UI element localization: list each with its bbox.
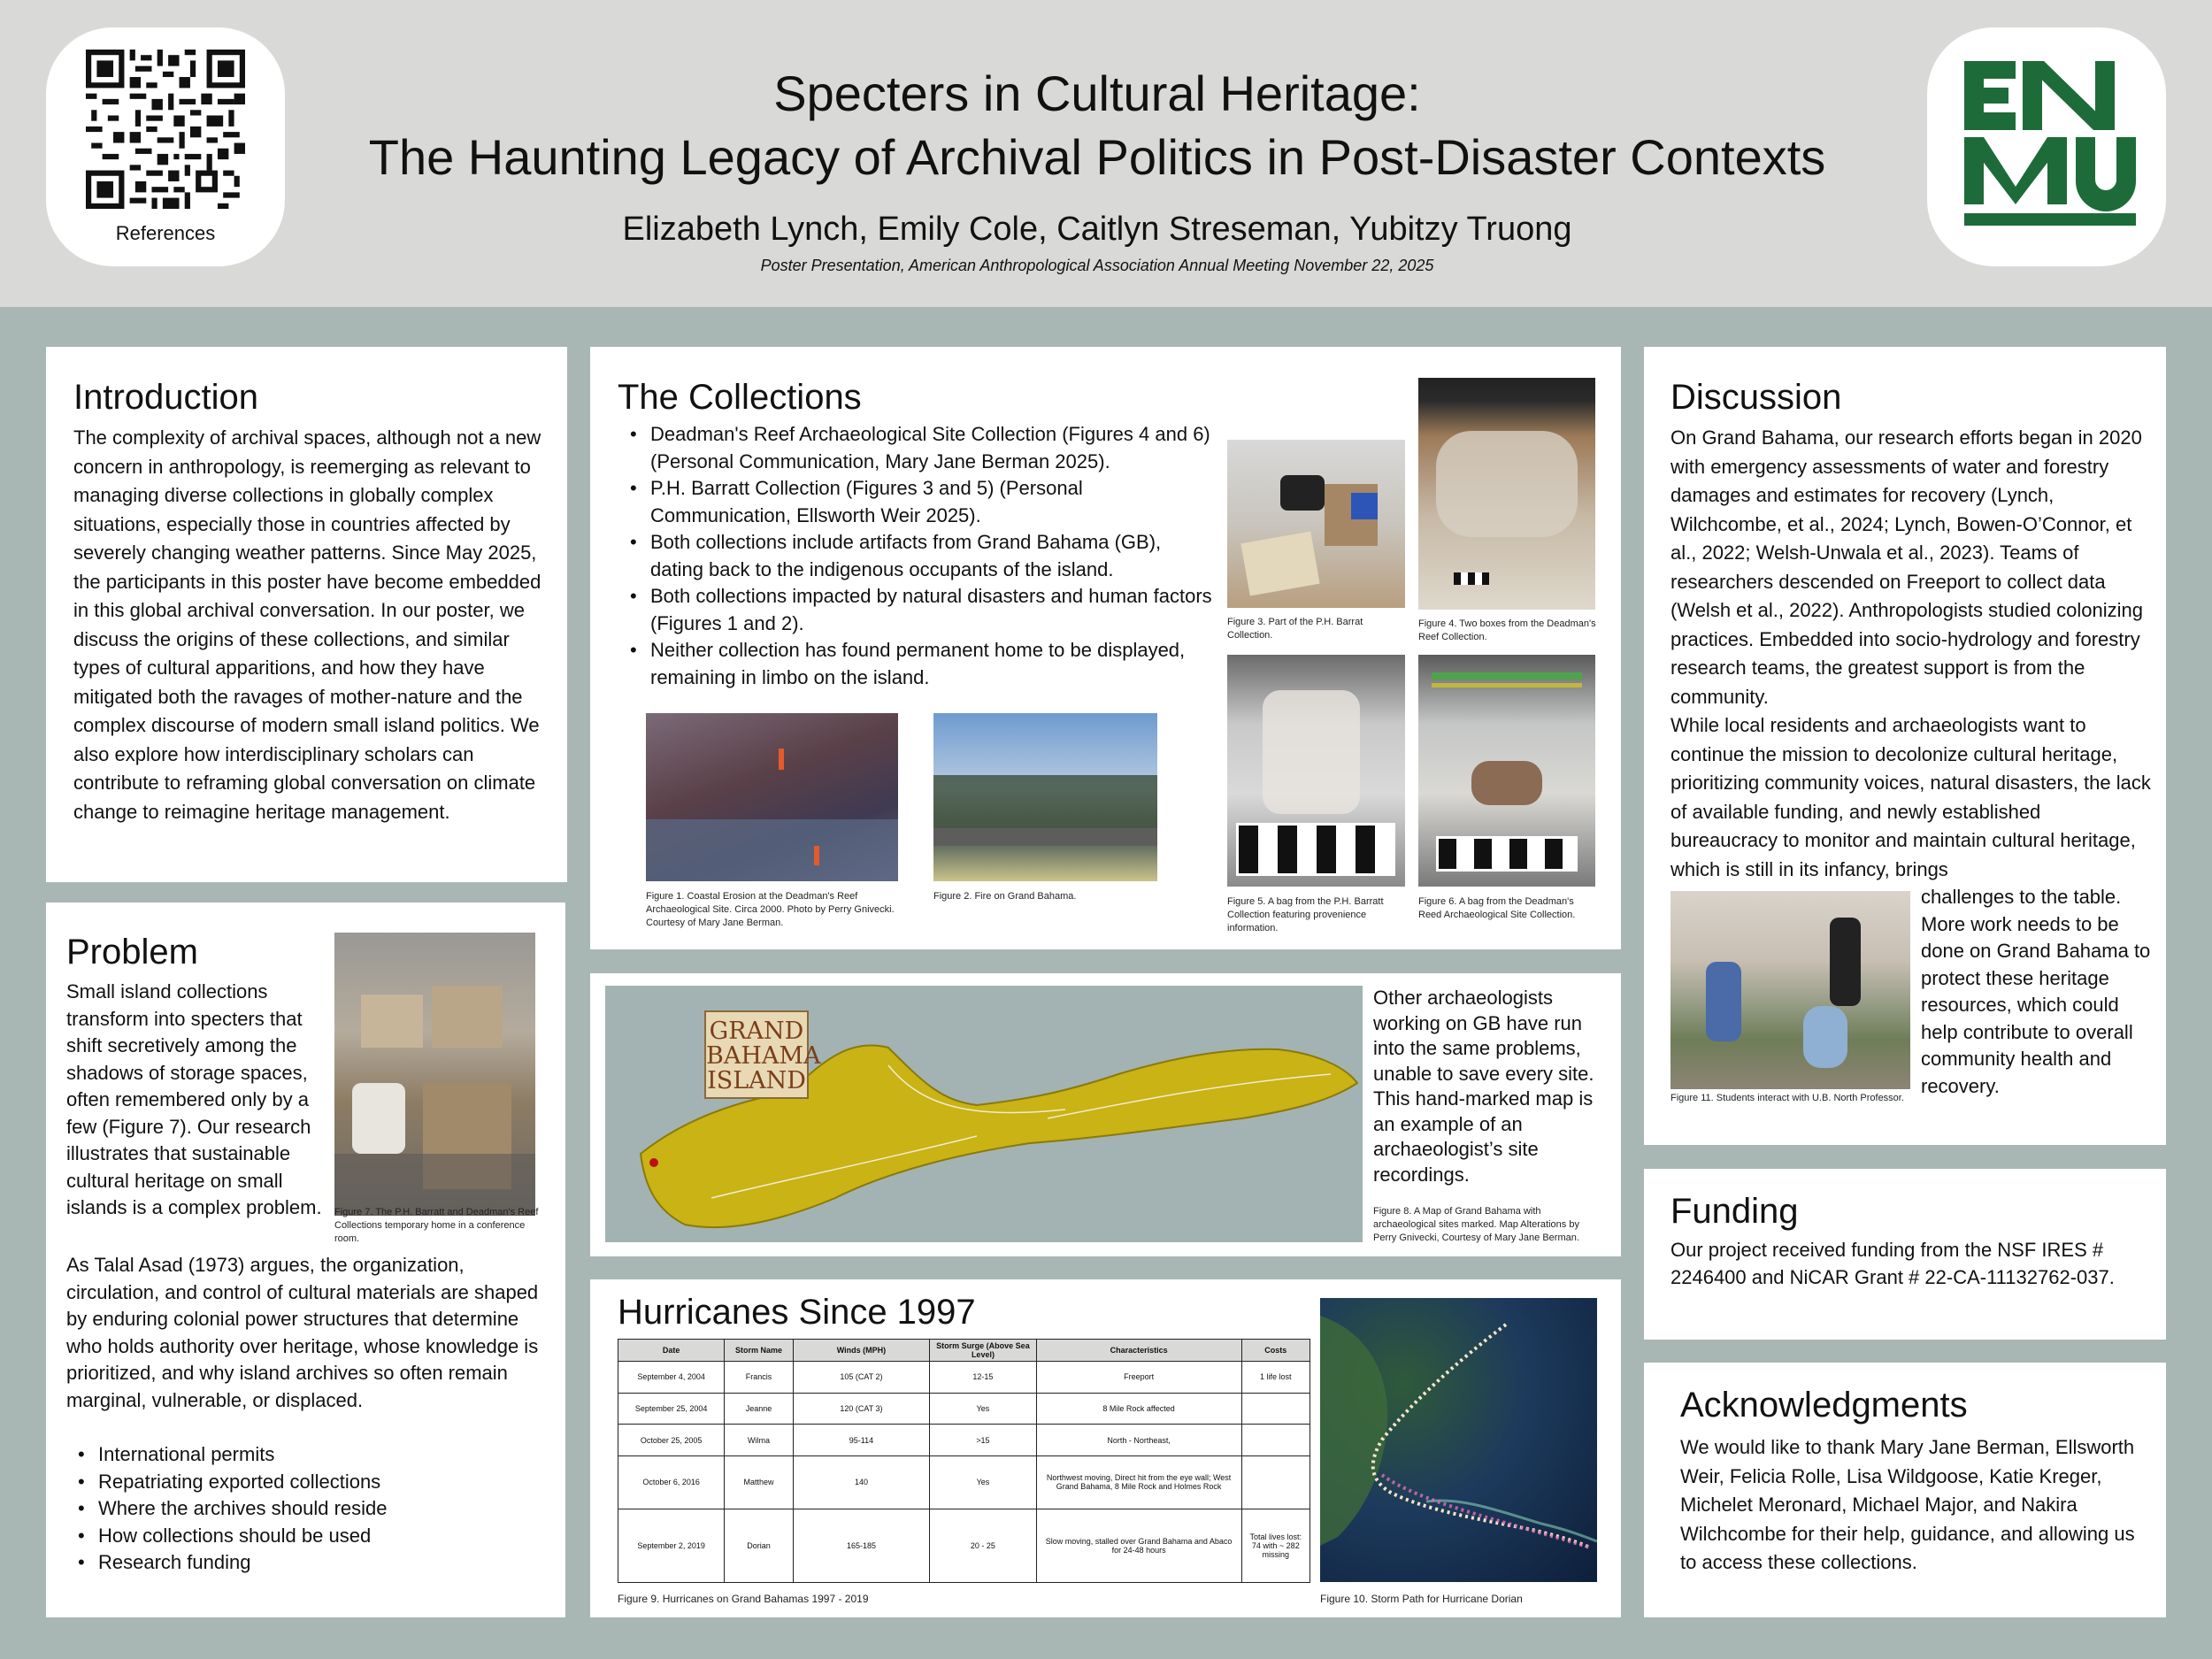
collections-bullet: • Both collections include artifacts from Grand Bahama (GB), dating back to the indigenous occupants of the island. (630, 529, 1214, 583)
poster-title (292, 62, 1902, 189)
collections-bullets (630, 421, 1214, 691)
figure-2-caption: Figure 2. Fire on Grand Bahama. (933, 891, 1077, 902)
figure-6-caption: Figure 6. A bag from the Deadman's Reed Archaeological Site Collection. (1418, 896, 1576, 920)
table-cell: 20 - 25 (930, 1509, 1036, 1582)
discussion-text-3: challenges to the table. More work needs to be done on Grand Bahama to protect these heritage resources, which could help contribute to overall community health and recovery. (1921, 886, 2151, 1097)
table-cell: Yes (930, 1456, 1036, 1509)
table-cell: >15 (930, 1425, 1036, 1456)
discussion-heading: Discussion (1671, 378, 1842, 417)
table-cell: 120 (CAT 3) (793, 1393, 930, 1425)
collections-bullet: • P.H. Barratt Collection (Figures 3 and 5) (Personal Communication, Ellsworth Weir 2025). (630, 475, 1214, 529)
problem-bullet: • International permits (78, 1441, 538, 1469)
problem-bullet: • Where the archives should reside (78, 1495, 538, 1523)
acknowledgments-text: We would like to thank Mary Jane Berman, Ellsworth Weir, Felicia Rolle, Lisa Wildgoose, Katie Kreger, Michelet Meronard, Michael Major, and Nakira Wilchcombe for their help, guidance, and allowing us to access these collections. (1680, 1436, 2135, 1573)
hurricanes-panel (590, 1279, 1621, 1617)
figure-7-photo (334, 933, 535, 1216)
table-cell: Dorian (725, 1509, 793, 1582)
introduction-text: The complexity of archival spaces, although not a new concern in anthropology, is reemerging as relevant to managing diverse collections in globally complex situations, especially those in countries affected by severely changing weather patterns. Since May 2025, the participants in this poster have become embedded in this global archival conversation. In our poster, we discuss the origins of these collections, and similar types of cultural apparitions, and how they have mitigated both the ravages of mother-nature and the complex discourse of modern small island politics. We also explore how interdisciplinary scholars can contribute to reframing global conversation on climate change to reimagine heritage management. (73, 426, 541, 823)
column-header: Storm Surge (Above Sea Level) (930, 1340, 1036, 1362)
table-cell: 165-185 (793, 1509, 930, 1582)
figure-5-caption: Figure 5. A bag from the P.H. Barratt Collection featuring provenience information. (1227, 896, 1384, 933)
figure-7-caption: Figure 7. The P.H. Barratt and Deadman's Reef Collections temporary home in a conference room. (334, 1207, 539, 1244)
presentation-subtitle: Poster Presentation, American Anthropological Association Annual Meeting November 22, 2025 (760, 257, 1434, 274)
table-cell: Freeport (1036, 1362, 1241, 1394)
table-cell: September 25, 2004 (618, 1393, 725, 1425)
problem-heading: Problem (66, 933, 198, 972)
title-line-1: Specters in Cultural Heritage: (773, 65, 1421, 121)
storm-path-drawing (1320, 1298, 1597, 1582)
table-cell: 1 life lost (1241, 1362, 1310, 1394)
qr-code-icon[interactable] (86, 50, 245, 209)
table-cell (1241, 1456, 1310, 1509)
introduction-panel (46, 347, 567, 882)
figure-6-photo (1418, 655, 1595, 887)
introduction-heading: Introduction (73, 378, 259, 417)
problem-bullet: • Research funding (78, 1549, 538, 1577)
table-header-row (618, 1340, 1310, 1362)
logo-text: ENMU (1927, 27, 1930, 28)
funding-heading: Funding (1671, 1192, 1799, 1231)
table-row (618, 1393, 1310, 1425)
hurricanes-table-wrap (618, 1339, 1310, 1583)
column-header: Storm Name (725, 1340, 793, 1362)
table-cell: September 2, 2019 (618, 1509, 725, 1582)
column-header: Costs (1241, 1340, 1310, 1362)
column-header: Characteristics (1036, 1340, 1241, 1362)
column-header: Date (618, 1340, 725, 1362)
table-cell (1241, 1393, 1310, 1425)
figure-8-map (605, 986, 1363, 1242)
table-cell: Total lives lost: 74 with ~ 282 missing (1241, 1509, 1310, 1582)
problem-text-1: Small island collections transform into specters that shift secretively among the shadows of storage spaces, often remembered only by a few (Figure 7). Our research illustrates that sustainable cultural heritage on small islands is a complex problem. (66, 980, 322, 1218)
table-cell: Matthew (725, 1456, 793, 1509)
figure-10-caption: Figure 10. Storm Path for Hurricane Dorian (1320, 1593, 1523, 1605)
figure-9-caption: Figure 9. Hurricanes on Grand Bahamas 1997 - 2019 (618, 1593, 869, 1605)
enmu-logo (1927, 27, 2166, 266)
figure-11-caption: Figure 11. Students interact with U.B. North Professor. (1671, 1093, 1904, 1103)
table-cell: 140 (793, 1456, 930, 1509)
map-label-line: ISLAND (707, 1067, 806, 1094)
map-panel (590, 973, 1621, 1256)
table-cell (1241, 1425, 1310, 1456)
table-row (618, 1362, 1310, 1394)
enmu-logo-card (1927, 27, 2166, 266)
figure-8-caption: Figure 8. A Map of Grand Bahama with archaeological sites marked. Map Alterations by Perry Gnivecki, Courtesy of Mary Jane Berman. (1373, 1206, 1579, 1243)
map-text: Other archaeologists working on GB have run into the same problems, unable to save every site. This hand-marked map is an example of an archaeologist’s site recordings. (1373, 987, 1594, 1186)
figure-4-photo (1418, 378, 1595, 610)
table-cell: North - Northeast, (1036, 1425, 1241, 1456)
funding-text: Our project received funding from the NSF IRES # 2246400 and NiCAR Grant # 22-CA-11132762-037. (1671, 1239, 2115, 1288)
problem-bullet: • How collections should be used (78, 1523, 538, 1550)
hurricanes-table (618, 1339, 1310, 1583)
table-cell: Yes (930, 1393, 1036, 1425)
header-banner (0, 0, 2212, 307)
collections-heading: The Collections (618, 378, 862, 417)
figure-4-caption: Figure 4. Two boxes from the Deadman's Reef Collection. (1418, 618, 1596, 642)
table-cell: 105 (CAT 2) (793, 1362, 930, 1394)
figure-5-photo (1227, 655, 1405, 887)
table-cell: 95-114 (793, 1425, 930, 1456)
map-label-line: BAHAMA (706, 1042, 821, 1070)
collections-bullet: • Both collections impacted by natural disasters and human factors (Figures 1 and 2). (630, 583, 1214, 637)
problem-bullet: • Repatriating exported collections (78, 1469, 538, 1496)
qr-code-card[interactable] (46, 27, 285, 266)
acknowledgments-panel (1644, 1363, 2166, 1617)
table-cell: October 25, 2005 (618, 1425, 725, 1456)
discussion-panel (1644, 347, 2166, 1145)
table-cell: Slow moving, stalled over Grand Bahama and Abaco for 24-48 hours (1036, 1509, 1241, 1582)
figure-3-photo (1227, 440, 1405, 608)
acknowledgments-heading: Acknowledgments (1680, 1386, 1968, 1425)
collections-panel (590, 347, 1621, 949)
hurricanes-heading: Hurricanes Since 1997 (618, 1293, 976, 1332)
table-row (618, 1425, 1310, 1456)
table-cell: Jeanne (725, 1393, 793, 1425)
map-label-line: GRAND (709, 1018, 804, 1045)
table-cell: September 4, 2004 (618, 1362, 725, 1394)
collections-bullet: • Deadman's Reef Archaeological Site Collection (Figures 4 and 6) (Personal Communication, Mary Jane Berman 2025). (630, 421, 1214, 475)
map-label (704, 1010, 821, 1099)
problem-panel (46, 902, 565, 1617)
figure-1-photo (646, 713, 898, 881)
problem-text-2: As Talal Asad (1973) argues, the organization, circulation, and control of cultural materials are shaped by enduring colonial power structures that determine who holds authority over heritage, whose knowledge is prioritized, and why island archives so often remain marginal, vulnerable, or displaced. (66, 1254, 539, 1411)
figure-11-photo (1671, 891, 1910, 1089)
figure-10-storm-map (1320, 1298, 1597, 1582)
table-cell: 12-15 (930, 1362, 1036, 1394)
problem-bullets (78, 1441, 538, 1577)
qr-code-label: References (115, 222, 216, 244)
figure-2-photo (933, 713, 1157, 881)
funding-panel (1644, 1169, 2166, 1340)
column-header: Winds (MPH) (793, 1340, 930, 1362)
figure-1-caption: Figure 1. Coastal Erosion at the Deadman's Reef Archaeological Site. Circa 2000. Photo by Perry Gnivecki. Courtesy of Mary Jane Berman. (646, 891, 895, 928)
discussion-text-1: On Grand Bahama, our research efforts began in 2020 with emergency assessments of water and forestry damages and estimates for recovery (Lynch, Wilchcombe, et al., 2024; Lynch, Bowen-O’Connor, et al., 2022; Welsh-Unwala et al., 2023). Teams of researchers descended on Freeport to collect data (Welsh et al., 2022). Anthropologists studied colonizing practices. Embedded into socio-hydrology and forestry research teams, the greatest support is from the community. (1671, 426, 2144, 708)
collections-bullet: • Neither collection has found permanent home to be displayed, remaining in limbo on the island. (630, 637, 1214, 691)
authors: Elizabeth Lynch, Emily Cole, Caitlyn Streseman, Yubitzy Truong (622, 211, 1572, 248)
table-row (618, 1456, 1310, 1509)
title-line-2: The Haunting Legacy of Archival Politics in Post-Disaster Contexts (368, 129, 1826, 185)
table-cell: Northwest moving, Direct hit from the eye wall; West Grand Bahama, 8 Mile Rock and Holmes Rock (1036, 1456, 1241, 1509)
table-cell: Wilma (725, 1425, 793, 1456)
discussion-text-2: While local residents and archaeologists want to continue the mission to decolonize cultural heritage, prioritizing community voices, natural disasters, the lack of available funding, and newly established bureaucracy to monitor and maintain cultural heritage, which is still in its infancy, brings (1671, 714, 2151, 880)
table-cell: 8 Mile Rock affected (1036, 1393, 1241, 1425)
figure-3-caption: Figure 3. Part of the P.H. Barrat Collection. (1227, 617, 1363, 641)
table-cell: October 6, 2016 (618, 1456, 725, 1509)
table-cell: Francis (725, 1362, 793, 1394)
table-row (618, 1509, 1310, 1582)
